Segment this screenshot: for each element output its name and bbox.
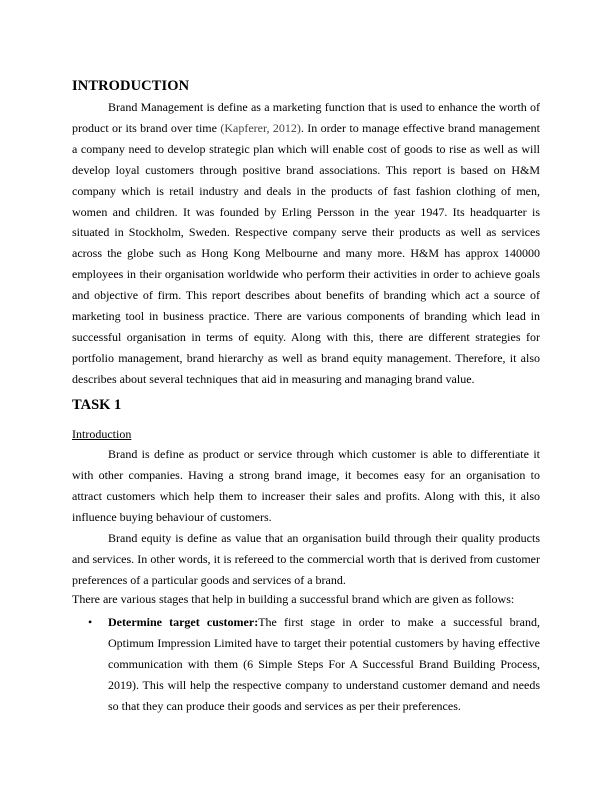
introduction-text-start: Brand Management is define as a marketing function that is used to enhance the worth of product or its brand over time bbox=[72, 100, 540, 135]
bullet-text bbox=[108, 612, 540, 717]
stages-intro: There are various stages that help in building a successful brand which are given as follows: bbox=[72, 592, 515, 606]
introduction-heading: INTRODUCTION bbox=[72, 78, 190, 94]
bullet-icon: • bbox=[88, 615, 93, 629]
task1-paragraph-equity: Brand equity is define as value that an organisation build through their quality products and services. In other words, it is refereed to the commercial worth that is derived from customer preferences of a particular goods and services of a brand. bbox=[72, 531, 540, 587]
bullet-body: The first stage in order to make a successful brand, Optimum Impression Limited have to target their potential customers by having effective communication with them (6 Simple Steps For A Successful Brand Building Process, 2019). This will help the respective company to understand customer demand and needs so that they can produce their goods and services as per their preferences. bbox=[108, 615, 540, 713]
task1-subheading: Introduction bbox=[72, 427, 132, 441]
introduction-text-end: . In order to manage effective brand management a company need to develop strategic plan which will enable cost of goods to rise as well as will develop loyal customers through positive brand associations. This report is based on H&M company which is retail industry and deals in the products of fast fashion clothing of men, women and children. It was founded by Erling Persson in the year 1947. Its headquarter is situated in Stockholm, Sweden. Respective company serve their products as well as services across the globe such as Hong Kong Melbourne and many more. H&M has approx 140000 employees in their organisation worldwide who perform their activities in order to achieve goals and objective of firm. This report describes about benefits of branding which act a source of marketing tool in business practice. There are various components of branding which lead in successful organisation in terms of equity. Along with this, there are different strategies for portfolio management, brand hierarchy as well as brand equity management. Therefore, it also describes about several techniques that aid in measuring and managing brand value. bbox=[72, 120, 540, 386]
introduction-citation: (Kapferer, 2012) bbox=[220, 120, 301, 135]
bullet-title: Determine target customer: bbox=[108, 615, 259, 629]
task1-heading: TASK 1 bbox=[72, 397, 122, 413]
task1-paragraph-brand: Brand is define as product or service through which customer is able to differentiate it with other companies. Having a strong brand image, it becomes easy for an organisation to attract customers which help them to increaser their sales and profits. Along with this, it also influence buying behaviour of customers. bbox=[72, 447, 540, 524]
introduction-paragraph bbox=[72, 97, 540, 390]
